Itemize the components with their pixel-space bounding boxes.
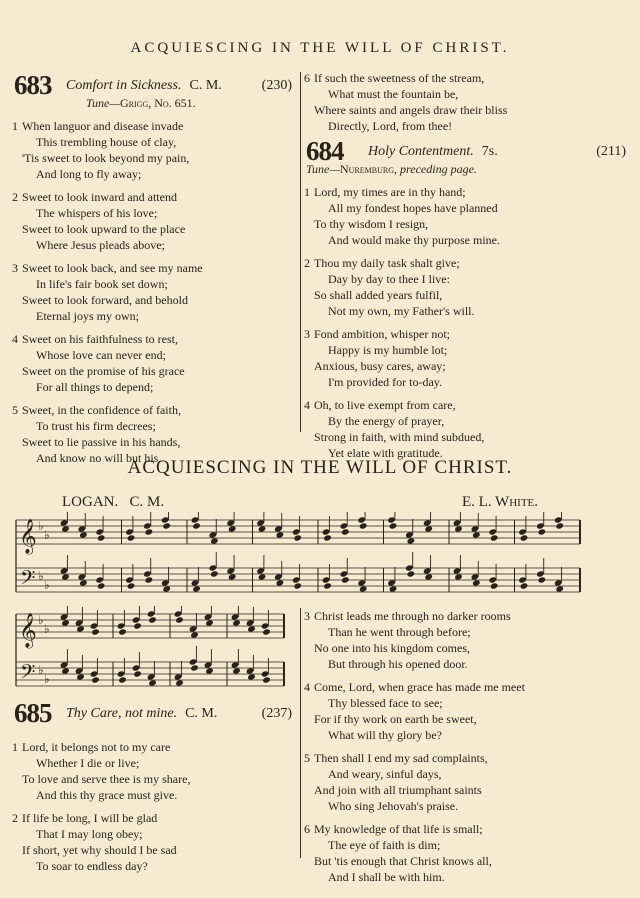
stanza-line (306, 429, 628, 445)
stanza-line (306, 184, 628, 200)
line-text: Thou my daily task shalt give; (314, 256, 460, 270)
svg-text:𝄞: 𝄞 (19, 519, 37, 554)
verse-number: 6 (304, 822, 310, 836)
svg-text:♭: ♭ (38, 613, 44, 627)
stanza-line (306, 118, 628, 134)
line-text: And know no will but his. (36, 451, 162, 465)
stanza-line (14, 858, 294, 874)
line-text: And this thy grace must give. (36, 788, 178, 802)
column-divider (300, 72, 301, 432)
line-text: To thy wisdom I resign, (314, 217, 429, 231)
line-text: Sweet to lie passive in his hands, (22, 435, 181, 449)
stanza-line (14, 826, 294, 842)
stanza-line (14, 739, 294, 755)
line-text: For if thy work on earth be sweet, (314, 712, 477, 726)
svg-text:♭: ♭ (44, 528, 50, 542)
stanza (14, 118, 294, 182)
stanza-line (306, 216, 628, 232)
stanza-line (14, 205, 294, 221)
line-text: If life be long, I will be glad (22, 811, 158, 825)
stanza-line (306, 86, 628, 102)
running-head: ACQUIESCING IN THE WILL OF CHRIST. (130, 40, 510, 56)
stanza (14, 189, 294, 253)
stanza-line (14, 134, 294, 150)
line-text: If short, yet why should I be sad (22, 843, 177, 857)
hymn-684-head (306, 136, 628, 170)
music-score-svg (12, 512, 584, 604)
hymn-number: 683 (14, 70, 52, 100)
stanza-line (306, 798, 628, 814)
verse-number: 1 (304, 185, 310, 199)
stanza-line (14, 347, 294, 363)
verse-number: 2 (304, 256, 310, 270)
stanza-line (306, 640, 628, 656)
stanza-line (14, 118, 294, 134)
svg-text:♭: ♭ (44, 672, 50, 686)
stanza (306, 821, 628, 885)
stanza-line (306, 853, 628, 869)
stanza-line (14, 787, 294, 803)
line-text: Than he went through before; (328, 625, 471, 639)
stanza-line (306, 624, 628, 640)
stanza-line (306, 750, 628, 766)
line-text: Lord, my times are in thy hand; (314, 185, 466, 199)
line-text: And long to fly away; (36, 167, 142, 181)
line-text: If such the sweetness of the stream, (314, 71, 485, 85)
line-text: Sweet on the promise of his grace (22, 364, 185, 378)
tune-line: Tune—Nuremburg, preceding page. (306, 162, 477, 176)
hymn-page-ref: (211) (596, 144, 626, 159)
stanza-line (306, 232, 628, 248)
line-text: No one into his kingdom comes, (314, 641, 470, 655)
stanza-line (306, 656, 628, 672)
svg-text:♭: ♭ (38, 519, 44, 533)
stanza-line (14, 260, 294, 276)
stanza-list (306, 184, 628, 461)
stanza-line (306, 821, 628, 837)
line-text: To love and serve thee is my share, (22, 772, 191, 786)
stanza-line (306, 70, 628, 86)
tune-line: Tune—Grigg, No. 651. (86, 96, 196, 110)
line-text: I'm provided for to-day. (328, 375, 443, 389)
verse-number: 1 (12, 119, 18, 133)
stanza-list (306, 70, 628, 134)
hymn-page-ref: (237) (261, 706, 292, 721)
stanza-line (14, 150, 294, 166)
stanza (306, 397, 628, 461)
svg-text:♭: ♭ (44, 622, 50, 636)
stanza-line (306, 358, 628, 374)
line-text: By the energy of prayer, (328, 414, 445, 428)
verse-number: 3 (304, 609, 310, 623)
stanza-line (14, 755, 294, 771)
stanza-line (14, 221, 294, 237)
line-text: In life's fair book set down; (36, 277, 168, 291)
stanza (14, 260, 294, 324)
verse-number: 3 (12, 261, 18, 275)
line-text: The eye of faith is dim; (328, 838, 441, 852)
line-text: Anxious, busy cares, away; (314, 359, 446, 373)
verse-number: 3 (304, 327, 310, 341)
line-text: Strong in faith, with mind subdued, (314, 430, 485, 444)
stanza-line (306, 782, 628, 798)
line-text: That I may long obey; (36, 827, 143, 841)
svg-text:𝄢: 𝄢 (20, 566, 36, 594)
stanza-line (306, 200, 628, 216)
stanza-line (306, 303, 628, 319)
section-title: ACQUIESCING IN THE WILL OF CHRIST. (127, 457, 513, 478)
stanza-line (14, 842, 294, 858)
line-text: And would make thy purpose mine. (328, 233, 500, 247)
verse-number: 4 (304, 398, 310, 412)
hymn-page-ref: (230) (261, 78, 292, 93)
hymn-685-continued (306, 608, 628, 885)
stanza-line (306, 271, 628, 287)
verse-number: 5 (12, 403, 18, 417)
line-text: Eternal joys my own; (36, 309, 139, 323)
line-text: 'Tis sweet to look beyond my pain, (22, 151, 190, 165)
stanza-line (306, 837, 628, 853)
stanza-line (14, 418, 294, 434)
stanza-line (306, 679, 628, 695)
stanza-line (14, 402, 294, 418)
line-text: My knowledge of that life is small; (314, 822, 483, 836)
stanza-line (306, 766, 628, 782)
stanza-line (306, 869, 628, 885)
line-text: What will thy glory be? (328, 728, 442, 742)
svg-text:♭: ♭ (44, 578, 50, 592)
stanza-line (306, 326, 628, 342)
line-text: Sweet, in the confidence of faith, (22, 403, 181, 417)
stanza-line (306, 342, 628, 358)
line-text: Oh, to live exempt from care, (314, 398, 456, 412)
line-text: This trembling house of clay, (36, 135, 177, 149)
line-text: Thy blessed face to see; (328, 696, 443, 710)
hymn-683 (12, 70, 294, 466)
stanza-line (306, 413, 628, 429)
line-text: The whispers of his love; (36, 206, 158, 220)
line-text: Then shall I end my sad complaints, (314, 751, 488, 765)
music-system-1 (12, 512, 584, 604)
stanza (306, 750, 628, 814)
line-text: Sweet to look forward, and behold (22, 293, 188, 307)
line-text: Sweet to look upward to the place (22, 222, 186, 236)
verse-number: 1 (12, 740, 18, 754)
line-text: When languor and disease invade (22, 119, 184, 133)
line-text: Come, Lord, when grace has made me meet (314, 680, 525, 694)
line-text: And I shall be with him. (328, 870, 445, 884)
line-text: For all things to depend; (36, 380, 154, 394)
hymn-title: Thy Care, not mine. C. M. (66, 706, 218, 721)
line-text: Fond ambition, whisper not; (314, 327, 450, 341)
stanza-line (14, 363, 294, 379)
hymn-685 (12, 698, 294, 874)
stanza (306, 255, 628, 319)
stanza-list (306, 608, 628, 885)
stanza (306, 184, 628, 248)
stanza-line (14, 237, 294, 253)
stanza-line (306, 255, 628, 271)
stanza-line (14, 276, 294, 292)
line-text: And weary, sinful days, (328, 767, 442, 781)
stanza-line (14, 189, 294, 205)
line-text: Sweet on his faithfulness to rest, (22, 332, 178, 346)
stanza-line (306, 374, 628, 390)
hymn-number: 684 (306, 136, 344, 166)
hymn-title: Holy Contentment. 7s. (368, 144, 498, 159)
stanza-line (306, 397, 628, 413)
right-column-top (306, 70, 628, 461)
line-text: But 'tis enough that Christ knows all, (314, 854, 492, 868)
line-text: To soar to endless day? (36, 859, 148, 873)
line-text: All my fondest hopes have planned (328, 201, 498, 215)
stanza-line (14, 331, 294, 347)
line-text: To trust his firm decrees; (36, 419, 156, 433)
line-text: Who sing Jehovah's praise. (328, 799, 459, 813)
stanza-line (306, 287, 628, 303)
line-text: Where Jesus pleads above; (36, 238, 165, 252)
music-score-svg (12, 606, 288, 698)
verse-number: 2 (12, 190, 18, 204)
line-text: Day by day to thee I live: (328, 272, 450, 286)
verse-number: 4 (12, 332, 18, 346)
music-composer: E. L. White. (462, 494, 539, 510)
stanza (306, 70, 628, 134)
stanza-list (14, 118, 294, 466)
line-text: And join with all triumphant saints (314, 783, 482, 797)
verse-number: 4 (304, 680, 310, 694)
line-text: Whose love can never end; (36, 348, 166, 362)
svg-text:♭: ♭ (38, 569, 44, 583)
stanza-line (14, 379, 294, 395)
stanza-line (14, 771, 294, 787)
line-text: Not my own, my Father's will. (328, 304, 475, 318)
line-text: Yet elate with gratitude. (328, 446, 443, 460)
verse-number: 5 (304, 751, 310, 765)
stanza (306, 679, 628, 743)
stanza-list (14, 739, 294, 874)
line-text: Sweet to look inward and attend (22, 190, 177, 204)
stanza (14, 331, 294, 395)
svg-text:♭: ♭ (38, 663, 44, 677)
line-text: Directly, Lord, from thee! (328, 119, 453, 133)
line-text: But through his opened door. (328, 657, 468, 671)
line-text: Lord, it belongs not to my care (22, 740, 171, 754)
stanza-line (306, 695, 628, 711)
verse-number: 2 (12, 811, 18, 825)
line-text: Happy is my humble lot; (328, 343, 448, 357)
line-text: Where saints and angels draw their bliss (314, 103, 508, 117)
stanza (306, 608, 628, 672)
stanza-line (306, 727, 628, 743)
line-text: Sweet to look back, and see my name (22, 261, 203, 275)
stanza (14, 739, 294, 803)
stanza-line (14, 308, 294, 324)
music-tune-name: LOGAN. C. M. (62, 494, 165, 510)
music-system-2 (12, 606, 288, 698)
stanza (306, 326, 628, 390)
column-divider (300, 608, 301, 858)
stanza-line (14, 810, 294, 826)
stanza-line (306, 102, 628, 118)
verse-number: 6 (304, 71, 310, 85)
line-text: Christ leads me through no darker rooms (314, 609, 511, 623)
svg-text:𝄢: 𝄢 (20, 660, 36, 688)
stanza-line (14, 166, 294, 182)
hymn-number: 685 (14, 698, 52, 728)
line-text: Whether I die or live; (36, 756, 140, 770)
stanza-line (14, 434, 294, 450)
hymn-title: Comfort in Sickness. C. M. (66, 78, 222, 93)
stanza-line (306, 711, 628, 727)
line-text: What must the fountain be, (328, 87, 459, 101)
line-text: So shall added years fulfil, (314, 288, 443, 302)
stanza-line (306, 608, 628, 624)
svg-text:𝄞: 𝄞 (19, 613, 37, 648)
stanza (14, 810, 294, 874)
stanza-line (14, 292, 294, 308)
